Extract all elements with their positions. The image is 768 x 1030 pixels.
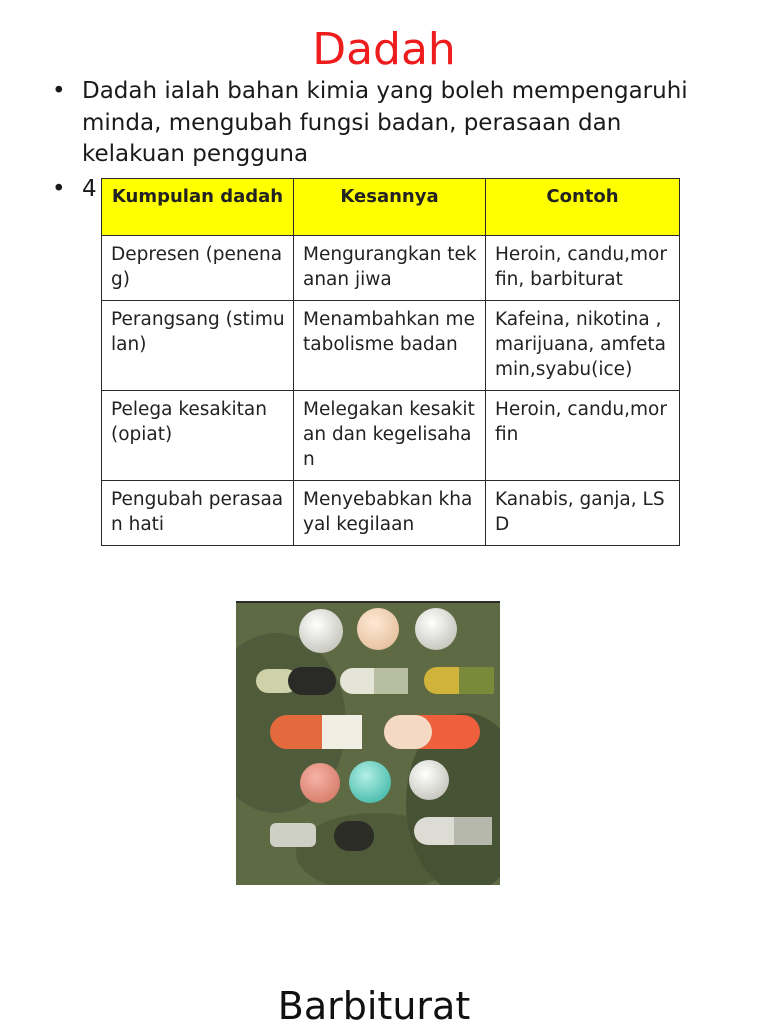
cell-group: Perangsang (stimulan)	[102, 301, 294, 391]
table-row	[102, 391, 680, 481]
pills-illustration	[236, 603, 500, 885]
image-caption: Barbiturat	[277, 984, 471, 1028]
table-header-row	[102, 179, 680, 236]
drug-table-frame	[101, 178, 681, 575]
drug-table	[101, 178, 680, 546]
cell-example: Kanabis, ganja, LSD	[486, 481, 680, 546]
table-row	[102, 236, 680, 301]
cell-effect: Mengurangkan tekanan jiwa	[294, 236, 486, 301]
slide-title: Dadah	[312, 24, 456, 75]
cell-example: Kafeina, nikotina ,marijuana, amfetamin,syabu(ice)	[486, 301, 680, 391]
bullet-text: 4	[82, 176, 97, 202]
header-kumpulan: Kumpulan dadah	[102, 179, 294, 236]
pills-photo	[236, 601, 500, 885]
cell-example: Heroin, candu,morfin	[486, 391, 680, 481]
table-row	[102, 481, 680, 546]
bullet-dot-icon: •	[52, 78, 66, 104]
bullet-text: Dadah ialah bahan kimia yang boleh mempengaruhi minda, mengubah fungsi badan, perasaan dan kelakuan pengguna	[82, 78, 688, 167]
cell-effect: Menyebabkan khayal kegilaan	[294, 481, 486, 546]
cell-group: Pelega kesakitan(opiat)	[102, 391, 294, 481]
bullet-dot-icon: •	[52, 176, 66, 202]
header-kesannya: Kesannya	[294, 179, 486, 236]
cell-effect: Menambahkan metabolisme badan	[294, 301, 486, 391]
cell-group: Pengubah perasaan hati	[102, 481, 294, 546]
header-contoh: Contoh	[486, 179, 680, 236]
table-row	[102, 301, 680, 391]
cell-example: Heroin, candu,morfin, barbiturat	[486, 236, 680, 301]
cell-effect: Melegakan kesakitan dan kegelisahan	[294, 391, 486, 481]
cell-group: Depresen (penenag)	[102, 236, 294, 301]
